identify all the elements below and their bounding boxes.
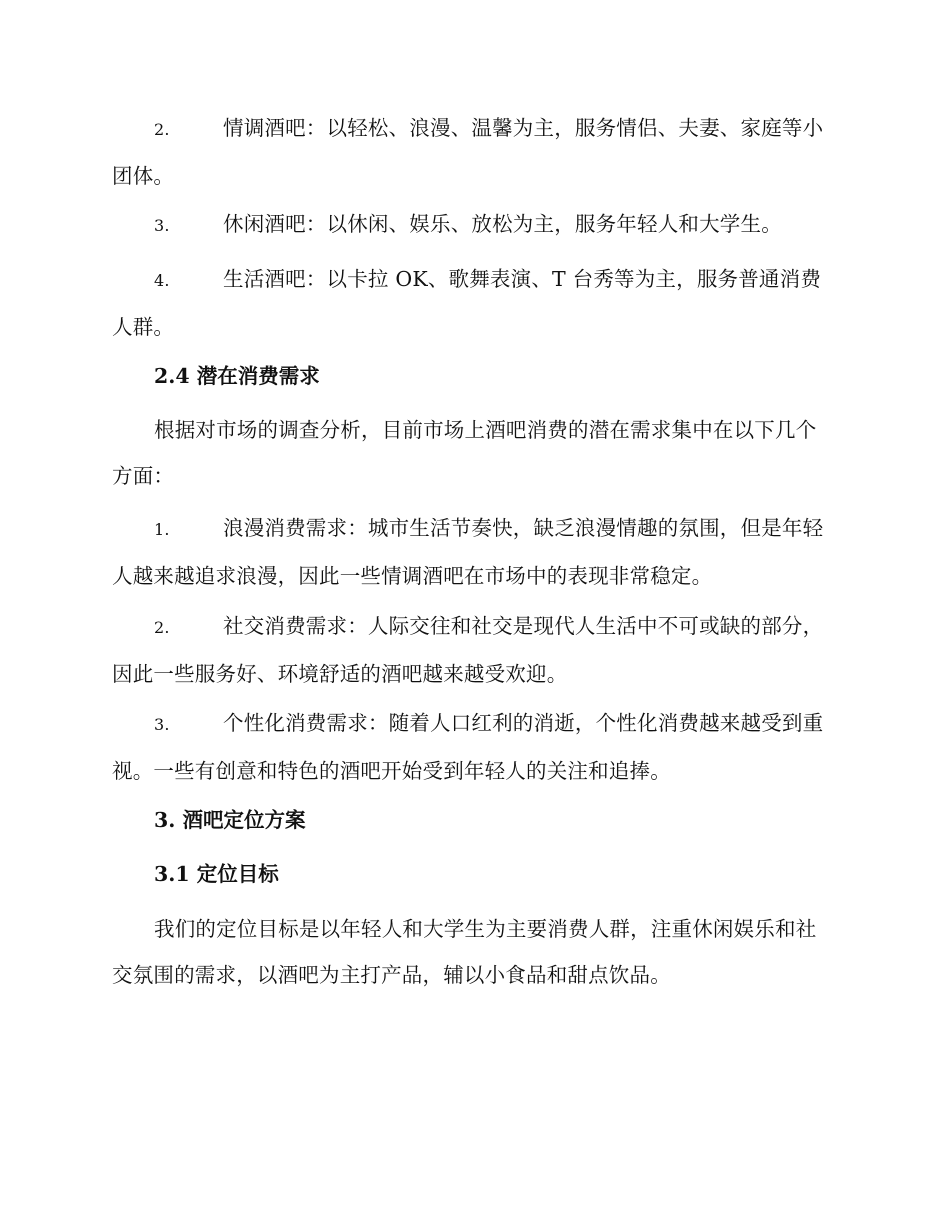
section-heading-3-1: 3.1 定位目标 (154, 862, 279, 886)
section-2-4-intro: 根据对市场的调查分析，目前市场上酒吧消费的潜在需求集中在以下几个方面： (112, 418, 817, 488)
list-text: 生活酒吧：以卡拉 OK、歌舞表演、T 台秀等为主，服务普通消费人群。 (112, 267, 822, 339)
list-number: 2. (154, 120, 170, 139)
list-item-2 (112, 105, 834, 199)
list-text: 个性化消费需求：随着人口红利的消逝，个性化消费越来越受到重视。一些有创意和特色的酒吧开始受到年轻人的关注和追捧。 (112, 711, 824, 783)
demand-item-2 (112, 603, 834, 697)
section-heading-2-4: 2.4 潜在消费需求 (154, 364, 320, 388)
list-number: 3. (154, 715, 170, 734)
list-text: 浪漫消费需求：城市生活节奏快，缺乏浪漫情趣的氛围，但是年轻人越来越追求浪漫，因此一些情调酒吧在市场中的表现非常稳定。 (112, 516, 824, 588)
list-number: 4. (154, 271, 170, 290)
list-text: 社交消费需求：人际交往和社交是现代人生活中不可或缺的部分，因此一些服务好、环境舒适的酒吧越来越受欢迎。 (112, 614, 824, 686)
list-text: 休闲酒吧：以休闲、娱乐、放松为主，服务年轻人和大学生。 (223, 212, 782, 236)
list-item-3 (112, 201, 834, 249)
list-number: 2. (154, 618, 170, 637)
list-number: 1. (154, 520, 170, 539)
list-text: 情调酒吧：以轻松、浪漫、温馨为主，服务情侣、夫妻、家庭等小团体。 (112, 116, 824, 188)
list-number: 3. (154, 216, 170, 235)
demand-item-3 (112, 700, 834, 794)
demand-item-1 (112, 505, 834, 599)
section-3-1-text: 我们的定位目标是以年轻人和大学生为主要消费人群，注重休闲娱乐和社交氛围的需求，以酒吧为主打产品，辅以小食品和甜点饮品。 (112, 917, 817, 987)
list-item-4 (112, 256, 834, 350)
section-heading-3: 3. 酒吧定位方案 (154, 808, 306, 832)
